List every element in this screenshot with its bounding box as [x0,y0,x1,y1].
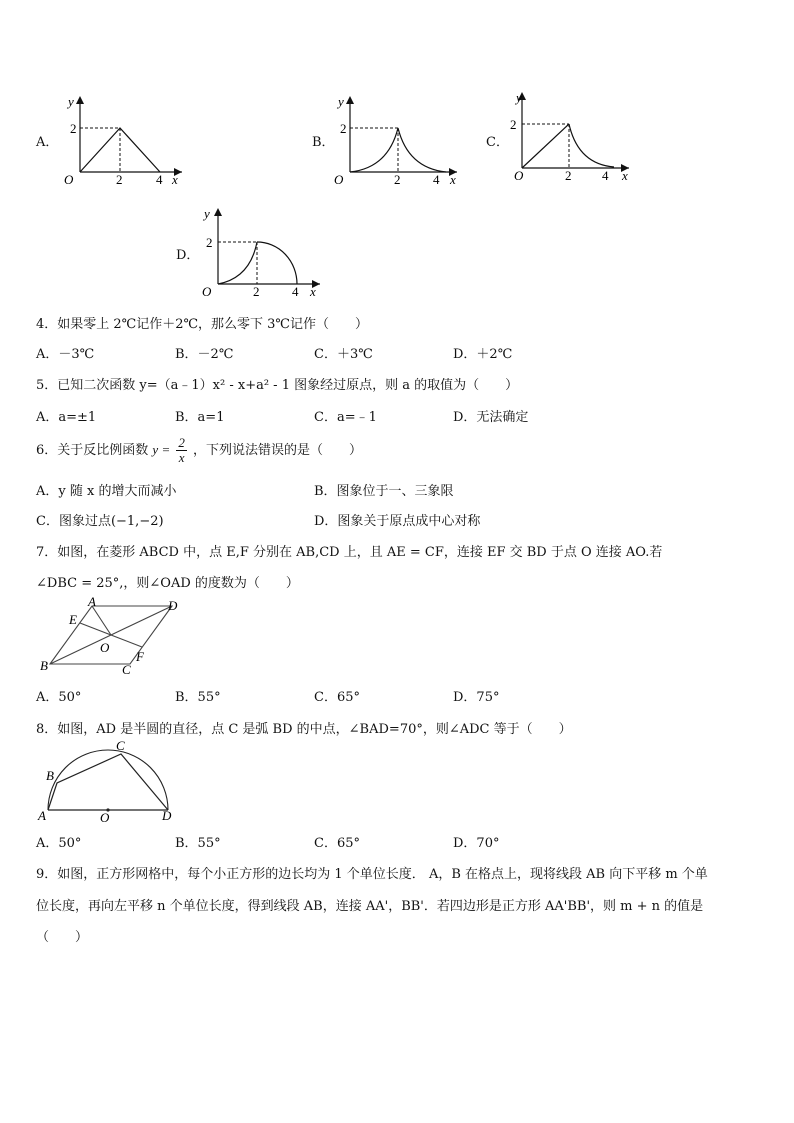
x-axis-label: x [450,172,456,187]
q7-option-c[interactable]: C．65° [314,690,360,705]
y-tick-label: 2 [206,235,213,250]
q8-option-b[interactable]: B．55° [175,836,221,851]
q6-stem-prefix: 6．关于反比例函数 [36,443,149,458]
question-9-line1: 9．如图，正方形网格中，每个小正方形的边长均为 1 个单位长度． A，B 在格点上，现将线段 AB 向下平移 m 个单 [36,867,708,882]
q6-fraction [176,436,187,465]
origin-label: O [514,168,524,183]
x-tick-label: 2 [253,284,260,299]
graph-option-c [502,88,637,183]
q6-option-d[interactable]: D．图象关于原点成中心对称 [314,514,481,529]
q6-fraction-denominator: x [178,450,185,465]
point-b-label: B [46,768,54,783]
question-6-stem [36,432,362,469]
point-c-label: C [116,738,125,753]
point-d-label: D [162,808,172,823]
q5-option-a[interactable]: A．a=±1 [36,410,97,425]
point-a-label: A [38,808,46,823]
question-9-line3: （ ） [36,930,89,945]
q6-fraction-numerator: 2 [178,435,185,450]
y-tick-label: 2 [70,121,77,136]
y-axis-label: y [516,90,522,105]
question-8-stem: 8．如图，AD 是半圆的直径，点 C 是弧 BD 的中点，∠BAD=70°，则∠ADC 等于（ ） [36,722,572,737]
q7-option-a[interactable]: A．50° [36,690,82,705]
x-tick-label: 2 [565,168,572,183]
x-tick-label: 2 [116,172,123,187]
origin-label: O [334,172,344,187]
question-7-stem-line2: ∠DBC = 25°,，则∠OAD 的度数为（ ） [36,576,299,591]
q5-option-b[interactable]: B．a=1 [175,410,225,425]
y-axis-label: y [68,94,74,109]
x-tick-label: 4 [433,172,440,187]
q6-option-a[interactable]: A．y 随 x 的增大而减小 [36,484,177,499]
x-tick-label: 2 [394,172,401,187]
y-axis-label: y [204,206,210,221]
q6-stem-suffix: ，下列说法错误的是（ ） [193,443,363,458]
x-axis-label: x [172,172,178,187]
point-e-label: E [69,612,77,627]
question-5-stem: 5．已知二次函数 y=（a﹣1）x² - x+a² - 1 图象经过原点，则 a 的取值为（ ） [36,378,519,393]
graph-option-a [60,92,190,187]
vertex-b-label: B [40,658,48,673]
q6-function-lhs: y = [152,442,171,457]
x-tick-label: 4 [602,168,609,183]
option-b-label: B． [312,135,335,150]
y-tick-label: 2 [510,117,517,132]
q8-semicircle-figure [36,738,181,824]
q7-option-d[interactable]: D．75° [453,690,500,705]
x-tick-label: 4 [156,172,163,187]
x-axis-label: x [310,284,316,299]
option-d-label: D． [176,248,200,263]
graph-option-b [330,92,465,187]
q4-option-a[interactable]: A．－3℃ [36,347,95,362]
x-tick-label: 4 [292,284,299,299]
x-axis-label: x [622,168,628,183]
origin-label: O [202,284,212,299]
question-7-stem-line1: 7．如图，在菱形 ABCD 中，点 E,F 分别在 AB,CD 上，且 AE = CF，连接 EF 交 BD 于点 O 连接 AO.若 [36,545,663,560]
q6-option-b[interactable]: B．图象位于一、三象限 [314,484,454,499]
q4-option-c[interactable]: C．＋3℃ [314,347,373,362]
question-4-stem: 4．如果零上 2℃记作＋2℃，那么零下 3℃记作（ ） [36,317,368,332]
vertex-a-label: A [88,596,96,609]
q7-option-b[interactable]: B．55° [175,690,221,705]
origin-label: O [64,172,74,187]
question-9-line2: 位长度，再向左平移 n 个单位长度，得到线段 AB，连接 AA'，BB'．若四边形是正方形 AA'BB'，则 m + n 的值是 [36,899,704,914]
q6-option-c[interactable]: C．图象过点(−1,−2) [36,514,164,529]
q5-option-d[interactable]: D．无法确定 [453,410,529,425]
q4-option-b[interactable]: B．－2℃ [175,347,234,362]
vertex-d-label: D [168,598,178,613]
q7-rhombus-figure [36,596,196,678]
q8-option-d[interactable]: D．70° [453,836,500,851]
point-f-label: F [136,649,144,664]
graph-option-d [198,204,328,299]
y-tick-label: 2 [340,121,347,136]
y-axis-label: y [338,94,344,109]
vertex-c-label: C [122,662,131,677]
q8-option-c[interactable]: C．65° [314,836,360,851]
option-c-label: C． [486,135,509,150]
point-o-label: O [100,640,110,655]
q8-option-a[interactable]: A．50° [36,836,82,851]
point-o-label: O [100,810,110,824]
option-a-label: A． [36,135,59,150]
q5-option-c[interactable]: C．a=﹣1 [314,410,377,425]
q4-option-d[interactable]: D．＋2℃ [453,347,513,362]
